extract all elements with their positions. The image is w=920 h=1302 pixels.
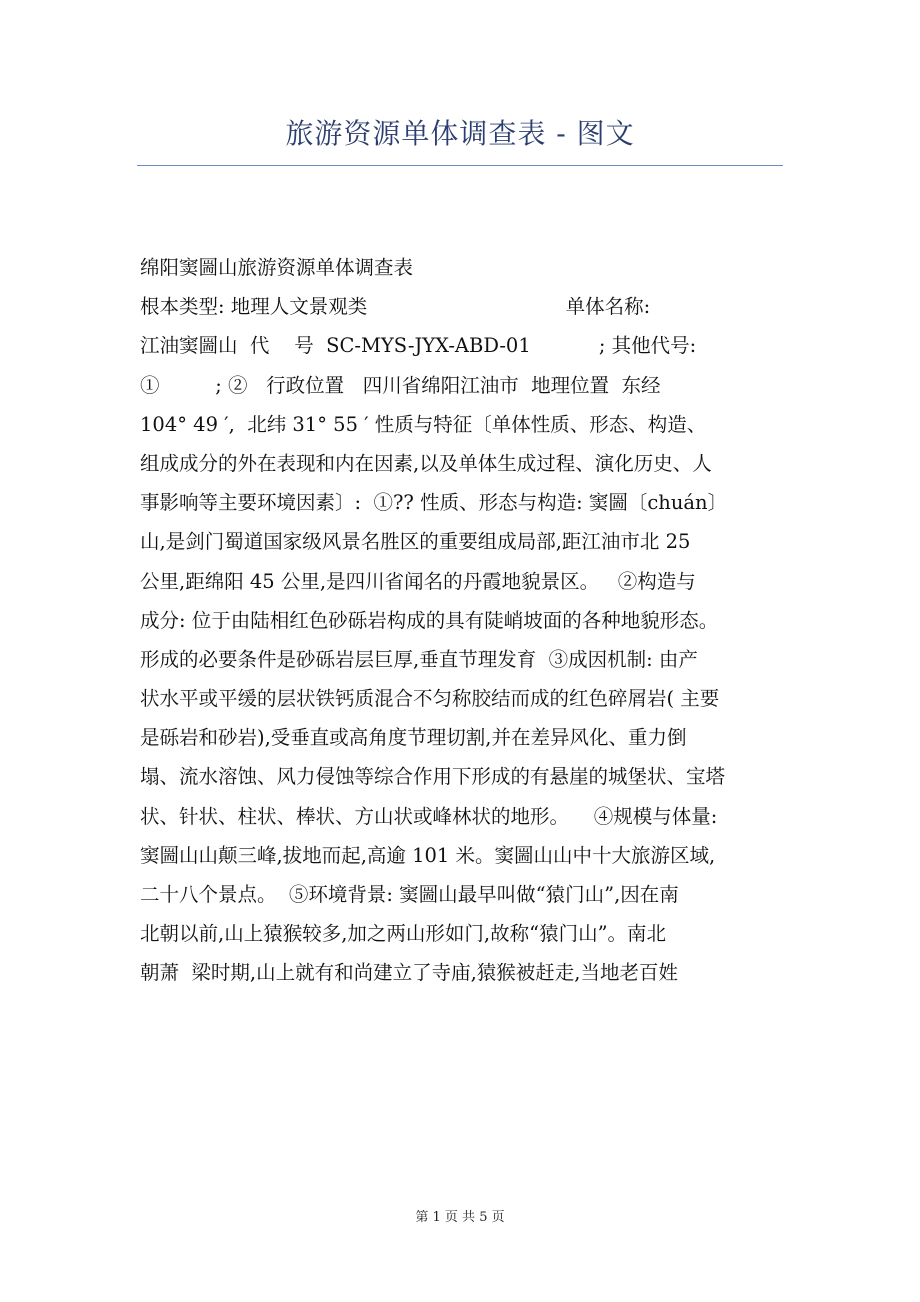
body-line: 窦圌山山颠三峰,拔地而起,高逾 101 米。窦圌山山中十大旅游区域, (140, 843, 716, 867)
body-line: 成分: 位于由陆相红色砂砾岩构成的具有陡峭坡面的各种地貌形态。 (140, 608, 719, 632)
body-line: 北朝以前,山上猿猴较多,加之两山形如门,故称“猿门山”。南北 (140, 922, 667, 946)
body-line: 朝萧 梁时期,山上就有和尚建立了寺庙,猿猴被赶走,当地老百姓 (140, 961, 678, 985)
body-line: 形成的必要条件是砂砾岩层巨厚,垂直节理发育 ③成因机制: 由产 (140, 647, 698, 671)
body-line: 江油窦圌山 代 号 SC-MYS-JYX-ABD-01 ; 其他代号: (140, 334, 697, 358)
body-line: 104° 49 ′, 北纬 31° 55 ′ 性质与特征〔单体性质、形态、构造、 (140, 412, 707, 436)
title-divider (137, 165, 783, 166)
body-line: 二十八个景点。 ⑤环境背景: 窦圌山最早叫做“猿门山”,因在南 (140, 883, 679, 906)
body-line: 山,是剑门蜀道国家级风景名胜区的重要组成局部,距江油市北 25 (140, 530, 691, 554)
body-line: 事影响等主要环境因素〕: ①?? 性质、形态与构造: 窦圌〔chuán〕 (140, 491, 728, 515)
body-line: 状水平或平缓的层状铁钙质混合不匀称胶结而成的红色碎屑岩( 主要 (140, 687, 720, 711)
body-line: 状、针状、柱状、棒状、方山状或峰林状的地形。 ④规模与体量: (140, 804, 718, 828)
body-line: 是砾岩和砂岩),受垂直或高角度节理切割,并在差异风化、重力倒 (140, 726, 687, 750)
body-line-doc-heading: 绵阳窦圌山旅游资源单体调查表 (140, 256, 414, 279)
document-body (140, 248, 800, 993)
document-title: 旅游资源单体调查表 - 图文 (285, 117, 635, 150)
body-line: 公里,距绵阳 45 公里,是四川省闻名的丹霞地貌景区。 ②构造与 (140, 569, 696, 593)
body-line: 根本类型: 地理人文景观类 单体名称: (140, 295, 651, 319)
page-footer: 第 1 页 共 5 页 (415, 1210, 505, 1225)
body-line: 塌、流水溶蚀、风力侵蚀等综合作用下形成的有悬崖的城堡状、宝塔 (140, 765, 726, 789)
body-line: 组成成分的外在表现和内在因素,以及单体生成过程、演化历史、人 (140, 451, 712, 475)
body-line: ① ; ② 行政位置 四川省绵阳江油市 地理位置 东经 (140, 373, 661, 397)
